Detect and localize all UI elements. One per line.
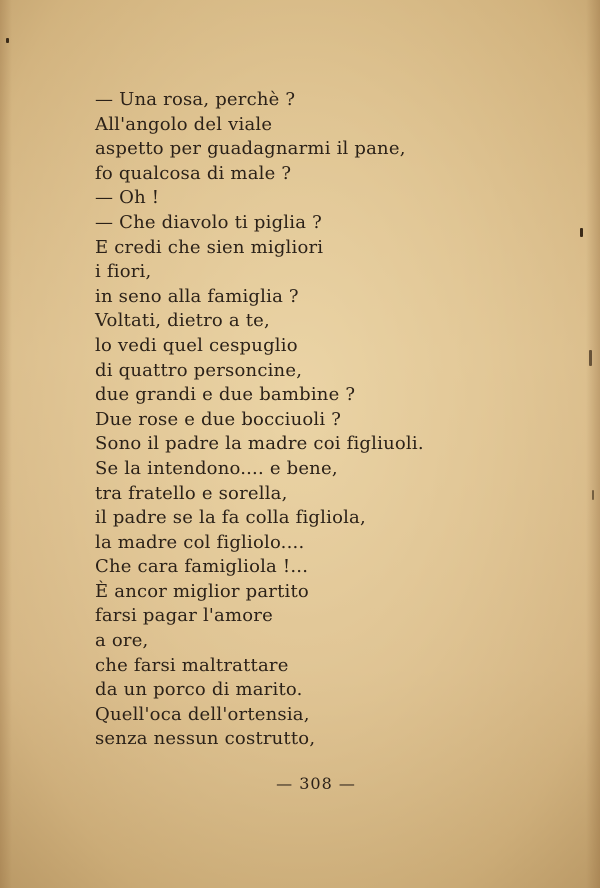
poem-line: che farsi maltrattare bbox=[95, 654, 289, 676]
poem-line: tra fratello e sorella, bbox=[95, 482, 288, 504]
poem-line: Due rose e due bocciuoli ? bbox=[95, 408, 342, 430]
poem-line: il padre se la fa colla figliola, bbox=[95, 507, 366, 529]
poem-line: di quattro personcine, bbox=[95, 359, 303, 381]
poem-line: in seno alla famiglia ? bbox=[95, 285, 299, 307]
ink-speck bbox=[592, 490, 594, 500]
poem-line: da un porco di marito. bbox=[95, 679, 303, 701]
poem-line: a ore, bbox=[95, 630, 149, 652]
poem-line: la madre col figliolo.... bbox=[95, 531, 305, 553]
ink-speck bbox=[589, 350, 592, 366]
page-shadow-right bbox=[586, 0, 600, 888]
poem-text bbox=[95, 88, 515, 752]
poem-line: senza nessun costrutto, bbox=[95, 728, 316, 750]
poem-line: — Una rosa, perchè ? bbox=[95, 89, 296, 110]
poem-line: lo vedi quel cespuglio bbox=[95, 334, 298, 356]
poem-line: aspetto per guadagnarmi il pane, bbox=[95, 138, 406, 160]
poem-line: Quell'oca dell'ortensia, bbox=[95, 703, 310, 725]
page-number: — 308 — bbox=[276, 774, 356, 793]
poem-line: Voltati, dietro a te, bbox=[95, 310, 270, 332]
poem-line: farsi pagar l'amore bbox=[95, 605, 273, 627]
poem-line: — Che diavolo ti piglia ? bbox=[95, 211, 322, 233]
poem-line: i fiori, bbox=[95, 261, 152, 283]
poem-line: Che cara famigliola !... bbox=[95, 556, 309, 578]
poem-line: — Oh ! bbox=[95, 187, 160, 209]
poem-line: All'angolo del viale bbox=[95, 113, 273, 135]
ink-speck bbox=[6, 38, 9, 43]
poem-line: fo qualcosa di male ? bbox=[95, 162, 292, 184]
poem-line: E credi che sien migliori bbox=[95, 236, 324, 258]
poem-line: È ancor miglior partito bbox=[95, 580, 309, 602]
poem-line: Sono il padre la madre coi figliuoli. bbox=[95, 433, 424, 455]
page-shadow-left bbox=[0, 0, 12, 888]
poem-line: due grandi e due bambine ? bbox=[95, 384, 356, 406]
poem-line: Se la intendono.... e bene, bbox=[95, 457, 338, 479]
ink-speck bbox=[580, 228, 583, 237]
